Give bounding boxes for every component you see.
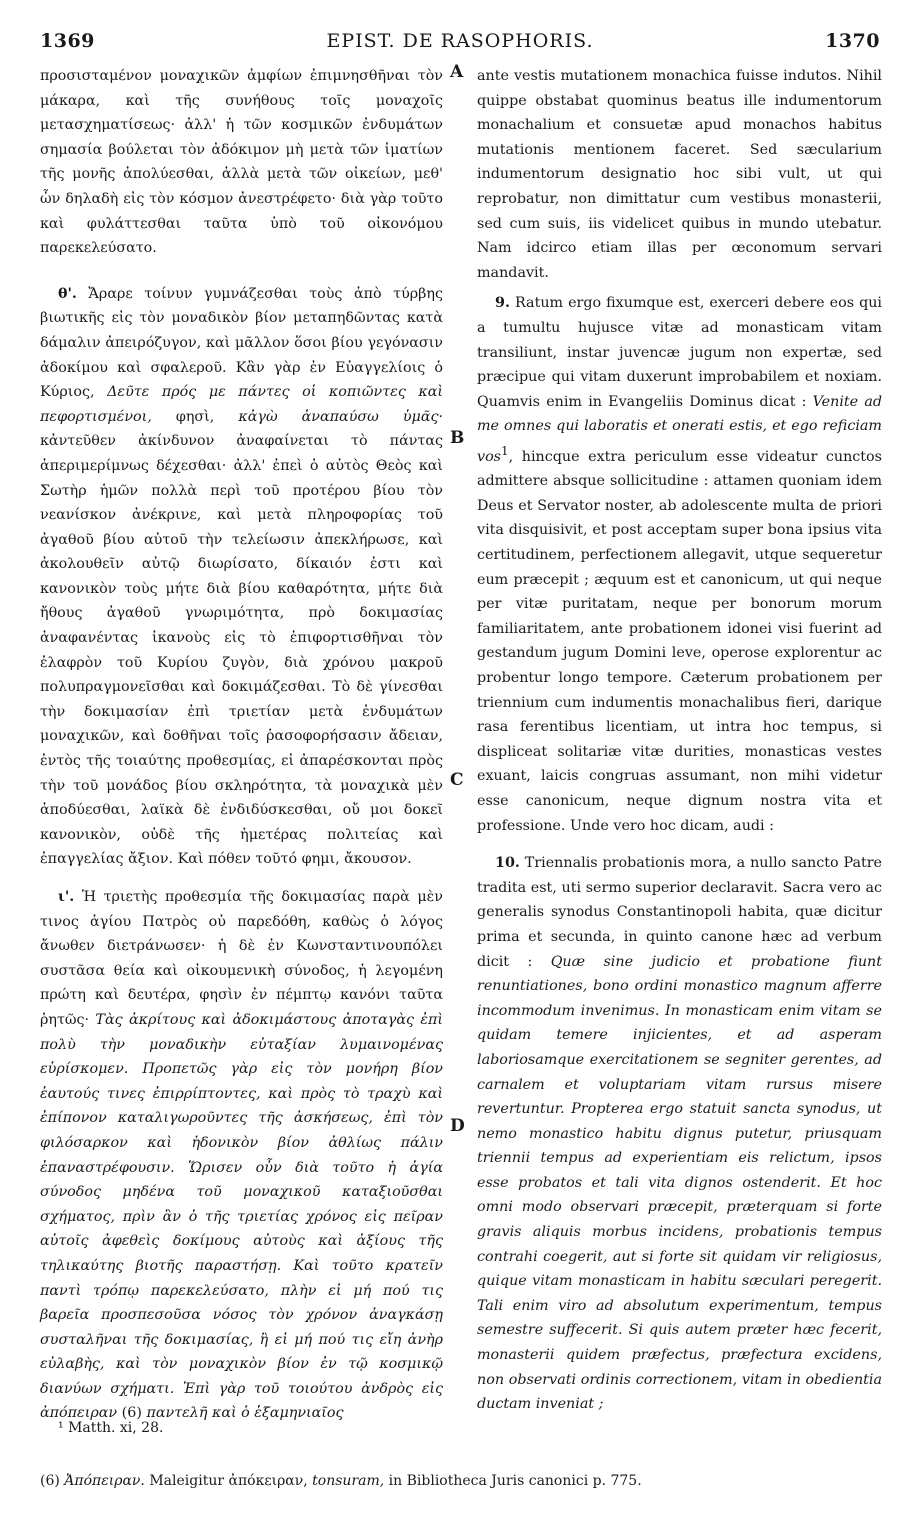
greek-column xyxy=(40,64,444,1422)
greek-section-number: θ'. xyxy=(58,285,77,302)
greek-quote: Δεῦτε πρός με πάντες οἱ κοπιῶντες καὶ πεφορτισμένοι, xyxy=(40,384,443,425)
greek-paragraph-10: ι'. Ἡ τριετὴς προθεσμία τῆς δοκιμασίας παρὰ μὲν τινος ἁγίου Πατρὸς οὐ παρεδόθη, καθὼς ὁ λόγος ἄνωθεν διετράνωσεν· ἡ δὲ ἐν Κωνσταντινουπόλει συστᾶσα θεία καὶ οἰκουμενικὴ σύνοδος, ἡ λεγομένη πρώτη καὶ δευτέρα, φησὶν ἐν πέμπτῳ κανόνι ταῦτα ῥητῶς· Τὰς ἀκρίτους καὶ ἀδοκιμάστους ἀποταγὰς ἐπὶ πολὺ τὴν μοναδικὴν εὐταξίαν λυμαινομένας εὑρίσκομεν. Προπετῶς γὰρ εἰς τὸν μονήρη βίον ἑαυτούς τινες ἐπιρρίπτοντες, καὶ πρὸς τὸ τραχὺ καὶ ἐπίπονον καταλιγωροῦντες τῆς ἀσκήσεως, ἐπὶ τὸν φιλόσαρκον καὶ ἡδονικὸν βίον ἀθλίως πάλιν ἐπαναστρέφουσιν. Ὥρισεν οὖν διὰ τοῦτο ἡ ἁγία σύνοδος μηδένα τοῦ μοναχικοῦ καταξιοῦσθαι σχήματος, πρὶν ἂν ὁ τῆς τριετίας χρόνος εἰς πεῖραν αὐτοῖς ἀφεθεὶς δοκίμους αὐτοὺς καὶ ἀξίους τῆς τηλικαύτης βιοτῆς παραστήσῃ. Καὶ τοῦτο κρατεῖν παντὶ τρόπῳ παρεκελεύσατο, πλὴν εἰ μή πού τις βαρεῖα προσπεσοῦσα νόσος τὸν χρόνον ἀναγκάσῃ συσταλῆναι τῆς δοκιμασίας, ἢ εἰ μή πού τις εἴη ἀνὴρ εὐλαβὴς, καὶ τὸν μοναχικὸν βίον ἐν τῷ κοσμικῷ διανύων σχήματι. Ἐπὶ γὰρ τοῦ τοιούτου ἀνδρὸς εἰς ἀπόπειραν (6) παντελῆ καὶ ὁ ἑξαμηνιαῖος xyxy=(40,889,444,1422)
latin-column xyxy=(477,64,883,1413)
margin-letter-b: B xyxy=(450,428,465,448)
latin-section-number: 10. xyxy=(495,855,520,872)
latin-paragraph-1: ante vestis mutationem monachica fuisse indutos. Nihil quippe obstabat quominus beatus ille indumentorum monachalium et consuetæ apud monachos habitus mutationis mentionem faceret. Sed sæcularium indumentorum designatio hoc sibi vult, ut qui reprobatur, non dimittatur cum vestibus monasterii, sed cum suis, iis videlicet quibus in mundo utebatur. Nam idcirco etiam illas per œconomum servari mandavit. xyxy=(477,68,882,281)
latin-canon-quote: Quæ sine judicio et probatione fiunt renuntiationes, bono ordini monastico magnum afferre incommodum invenimus. In monasticam enim vitam se quidam temere injicientes, et ad asperam laboriosamque exercitationem se segniter gerentes, ad carnalem et voluptariam vitam rursus misere revertuntur. Propterea ergo statuit sancta synodus, ut nemo monastico habitu dignus putetur, priusquam triennii tempus ad experientiam eis relictum, ipsos esse probatos et tali vita dignos ostenderit. Et hoc omni modo observari præcepit, præterquam si forte gravis aliquis morbus incidens, probationis tempus contrahi coegerit, aut si forte sit quidam vir religiosus, quique vitam monasticam in habitu sæculari peregerit. Tali enim viro ad absolutum experimentum, tempus semestre suffecerit. Si quis autem præter hæc fecerit, monasterii quidem præfectus, præfectura excidens, non observati ordinis correctionem, vitam in obedientia ductam inveniat ; xyxy=(477,953,882,1413)
latin-paragraph-9: 9. Ratum ergo fixumque est, exerceri debere eos qui a tumultu hujusce vitæ ad monasticam vitam transiliunt, instar juvencæ jugum non expertæ, sed præcipue qui vitam duxerunt improbabilem et noxiam. Quamvis enim in Evangeliis Dominus dicat : Venite ad me omnes qui laboratis et onerati estis, et ego reficiam vos$^1$, hincque extra periculum esse videatur cunctos admittere absque sollicitudine : attamen quoniam idem Deus et Servator noster, ab adolescente multa de priori vita disquisivit, et post acceptam super bona ipsius vita certitudinem, perfectionem allegavit, utque sequeretur eum præcepit ; æquum est et canonicum, ut qui neque per vitæ puritatam, neque per bonorum morum familiaritatem, ante probationem idonei visi fuerint ad gestandum jugum Domini leve, operose explorentur ac probentur longo tempore. Cæterum probationem per triennium cum indumentis monachalibus fieri, darique rasa ferentibus licentiam, ut intra hoc tempus, si displiceat solitariæ vitæ durities, monasticas vestes exuant, laicis congruas assumant, non mihi videtur esse canonicum, neque dignum nostra vita et professione. Unde vero hoc dicam, audi : xyxy=(477,295,882,834)
footnote-scripture: ¹ Matth. xi, 28. xyxy=(58,1420,164,1436)
footnote-marker: 1 xyxy=(501,443,509,458)
page-header xyxy=(40,30,880,58)
greek-paragraph-1: προσισταμένον μοναχικῶν ἀμφίων ἐπιμνησθῆναι τὸν μάκαρα, καὶ τῆς συνήθους τοῖς μοναχοῖς μετασχηματίσεως· ἀλλ' ἡ τῶν κοσμικῶν ἐνδυμάτων σημασία βούλεται τὸν ἀδόκιμον μὴ μετὰ τῶν ἱματίων τῆς μονῆς ἀπολύεσθαι, ἀλλὰ μετὰ τῶν οἰκείων, μεθ' ὧν δηλαδὴ εἰς τὸν κόσμον ἀνεστρέφετο· διὰ γὰρ τοῦτο καὶ φυλάττεσθαι ταῦτα ὑπὸ τοῦ οἰκονόμου παρεκελεύσατο. xyxy=(40,68,443,257)
latin-paragraph-10: 10. Triennalis probationis mora, a nullo sancto Patre tradita est, uti sermo superior declaravit. Sacra vero ac generalis synodus Constantinopoli habita, quæ dicitur prima et secunda, in quinto canone hæc ad verbum dicit : Quæ sine judicio et probatione fiunt renuntiationes, bono ordini monastico magnum afferre incommodum invenimus. In monasticam enim vitam se quidam temere injicientes, et ad asperam laboriosamque exercitationem se segniter gerentes, ad carnalem et voluptariam vitam rursus misere revertuntur. Propterea ergo statuit sancta synodus, ut nemo monastico habitu dignus putetur, priusquam triennii tempus ad experientiam eis relictum, ipsos esse probatos et tali vita dignos ostenderit. Et hoc omni modo observari præcepit, præterquam si forte gravis aliquis morbus incidens, probationis tempus contrahi coegerit, aut si forte sit quidam vir religiosus, quique vitam monasticam in habitu sæculari peregerit. Tali enim viro ad absolutum experimentum, tempus semestre suffecerit. Si quis autem præter hæc fecerit, monasterii quidem præfectus, præfectura excidens, non observati ordinis correctionem, vitam in obedientia ductam inveniat ; xyxy=(477,855,883,1413)
running-title: EPIST. DE RASOPHORIS. xyxy=(326,30,594,52)
note-marker: (6) xyxy=(121,1405,142,1422)
greek-canon-quote: Τὰς ἀκρίτους καὶ ἀδοκιμάστους ἀποταγὰς ἐπὶ πολὺ τὴν μοναδικὴν εὐταξίαν λυμαινομένας εὑρίσκομεν. Προπετῶς γὰρ εἰς τὸν μονήρη βίον ἑαυτούς τινες ἐπιρρίπτοντες, καὶ πρὸς τὸ τραχὺ καὶ ἐπίπονον καταλιγωροῦντες τῆς ἀσκήσεως, ἐπὶ τὸν φιλόσαρκον καὶ ἡδονικὸν βίον ἀθλίως πάλιν ἐπαναστρέφουσιν. Ὥρισεν οὖν διὰ τοῦτο ἡ ἁγία σύνοδος μηδένα τοῦ μοναχικοῦ καταξιοῦσθαι σχήματος, πρὶν ἂν ὁ τῆς τριετίας χρόνος εἰς πεῖραν αὐτοῖς ἀφεθεὶς δοκίμους αὐτοὺς καὶ ἀξίους τῆς τηλικαύτης βιοτῆς παραστήσῃ. Καὶ τοῦτο κρατεῖν παντὶ τρόπῳ παρεκελεύσατο, πλὴν εἰ μή πού τις βαρεῖα προσπεσοῦσα νόσος τὸν χρόνον ἀναγκάσῃ συσταλῆναι τῆς δοκιμασίας, ἢ εἰ μή πού τις εἴη ἀνὴρ εὐλαβὴς, καὶ τὸν μοναχικὸν βίον ἐν τῷ κοσμικῷ διανύων σχήματι. Ἐπὶ γὰρ τοῦ τοιούτου ἀνδρὸς εἰς ἀπόπειραν xyxy=(40,1011,444,1422)
margin-letter-d: D xyxy=(450,1116,465,1136)
margin-letter-a: A xyxy=(450,62,464,82)
latin-quote: Venite ad me omnes qui laboratis et onerati estis, et ego reficiam vos xyxy=(477,393,882,465)
footnote-6: (6) Ἀπόπειραν. Maleigitur ἀπόκειραν, tonsuram, in Bibliotheca Juris canonici p. 775. xyxy=(40,1473,642,1489)
page-number-left: 1369 xyxy=(40,30,95,52)
page-number-right: 1370 xyxy=(825,30,880,52)
latin-section-number: 9. xyxy=(495,295,510,312)
margin-letter-c: C xyxy=(450,770,464,790)
greek-paragraph-9: θ'. Ἄραρε τοίνυν γυμνάζεσθαι τοὺς ἀπὸ τύρβης βιωτικῆς εἰς τὸν μοναδικὸν βίον μεταπηδῶντας κατὰ δάμαλιν ἀπειρόζυγον, καὶ μᾶλλον ὅσοι βίου γεγόνασιν ἀδοκίμου καὶ σφαλεροῦ. Κἂν γὰρ ἐν Εὐαγγελίοις ὁ Κύριος, Δεῦτε πρός με πάντες οἱ κοπιῶντες καὶ πεφορτισμένοι, φησὶ, κἀγὼ ἀναπαύσω ὑμᾶς· κἀντεῦθεν ἀκίνδυνον ἀναφαίνεται τὸ πάντας ἀπεριμερίμνως δέχεσθαι· ἀλλ' ἐπεὶ ὁ αὐτὸς Θεὸς καὶ Σωτὴρ ἡμῶν πολλὰ περὶ τοῦ προτέρου βίου τὸν νεανίσκον ἀνέκρινε, καὶ μετὰ πληροφορίας τοῦ ἀγαθοῦ βίου αὐτοῦ τὴν τελείωσιν ἀπεκλήρωσε, καὶ ἀκολουθεῖν αὐτῷ διωρίσατο, δίκαιόν ἐστι καὶ κανονικὸν τοὺς μήτε διὰ βίου καθαρότητα, μήτε διὰ ἤθους ἀγαθοῦ γνωριμότητα, πρὸ δοκιμασίας ἀναφανέντας ἱκανοὺς εἰς τὸ ἐπιφορτισθῆναι τὸν ἐλαφρὸν τοῦ Κυρίου ζυγὸν, διὰ χρόνου μακροῦ πολυπραγμονεῖσθαι καὶ δοκιμάζεσθαι. Τὸ δὲ γίνεσθαι τὴν δοκιμασίαν ἐπὶ τριετίαν μετὰ ἐνδυμάτων μοναχικῶν, καὶ δοθῆναι τοῖς ῥασοφορήσασιν ἄδειαν, ἐντὸς τῆς τοιαύτης προθεσμίας, εἰ ἀπαρέσκονται πρὸς τὴν τοῦ μονάδος βίου σκληρότητα, τὰ μοναχικὰ μὲν ἀποδύεσθαι, λαϊκὰ δὲ ἐνδιδύσκεσθαι, οὔ μοι δοκεῖ κανονικὸν, οὐδὲ τῆς ἡμετέρας πολιτείας καὶ ἐπαγγελίας ἄξιον. Καὶ πόθεν τοῦτό φημι, ἄκουσον. xyxy=(40,285,444,868)
greek-section-number: ι'. xyxy=(58,889,75,905)
